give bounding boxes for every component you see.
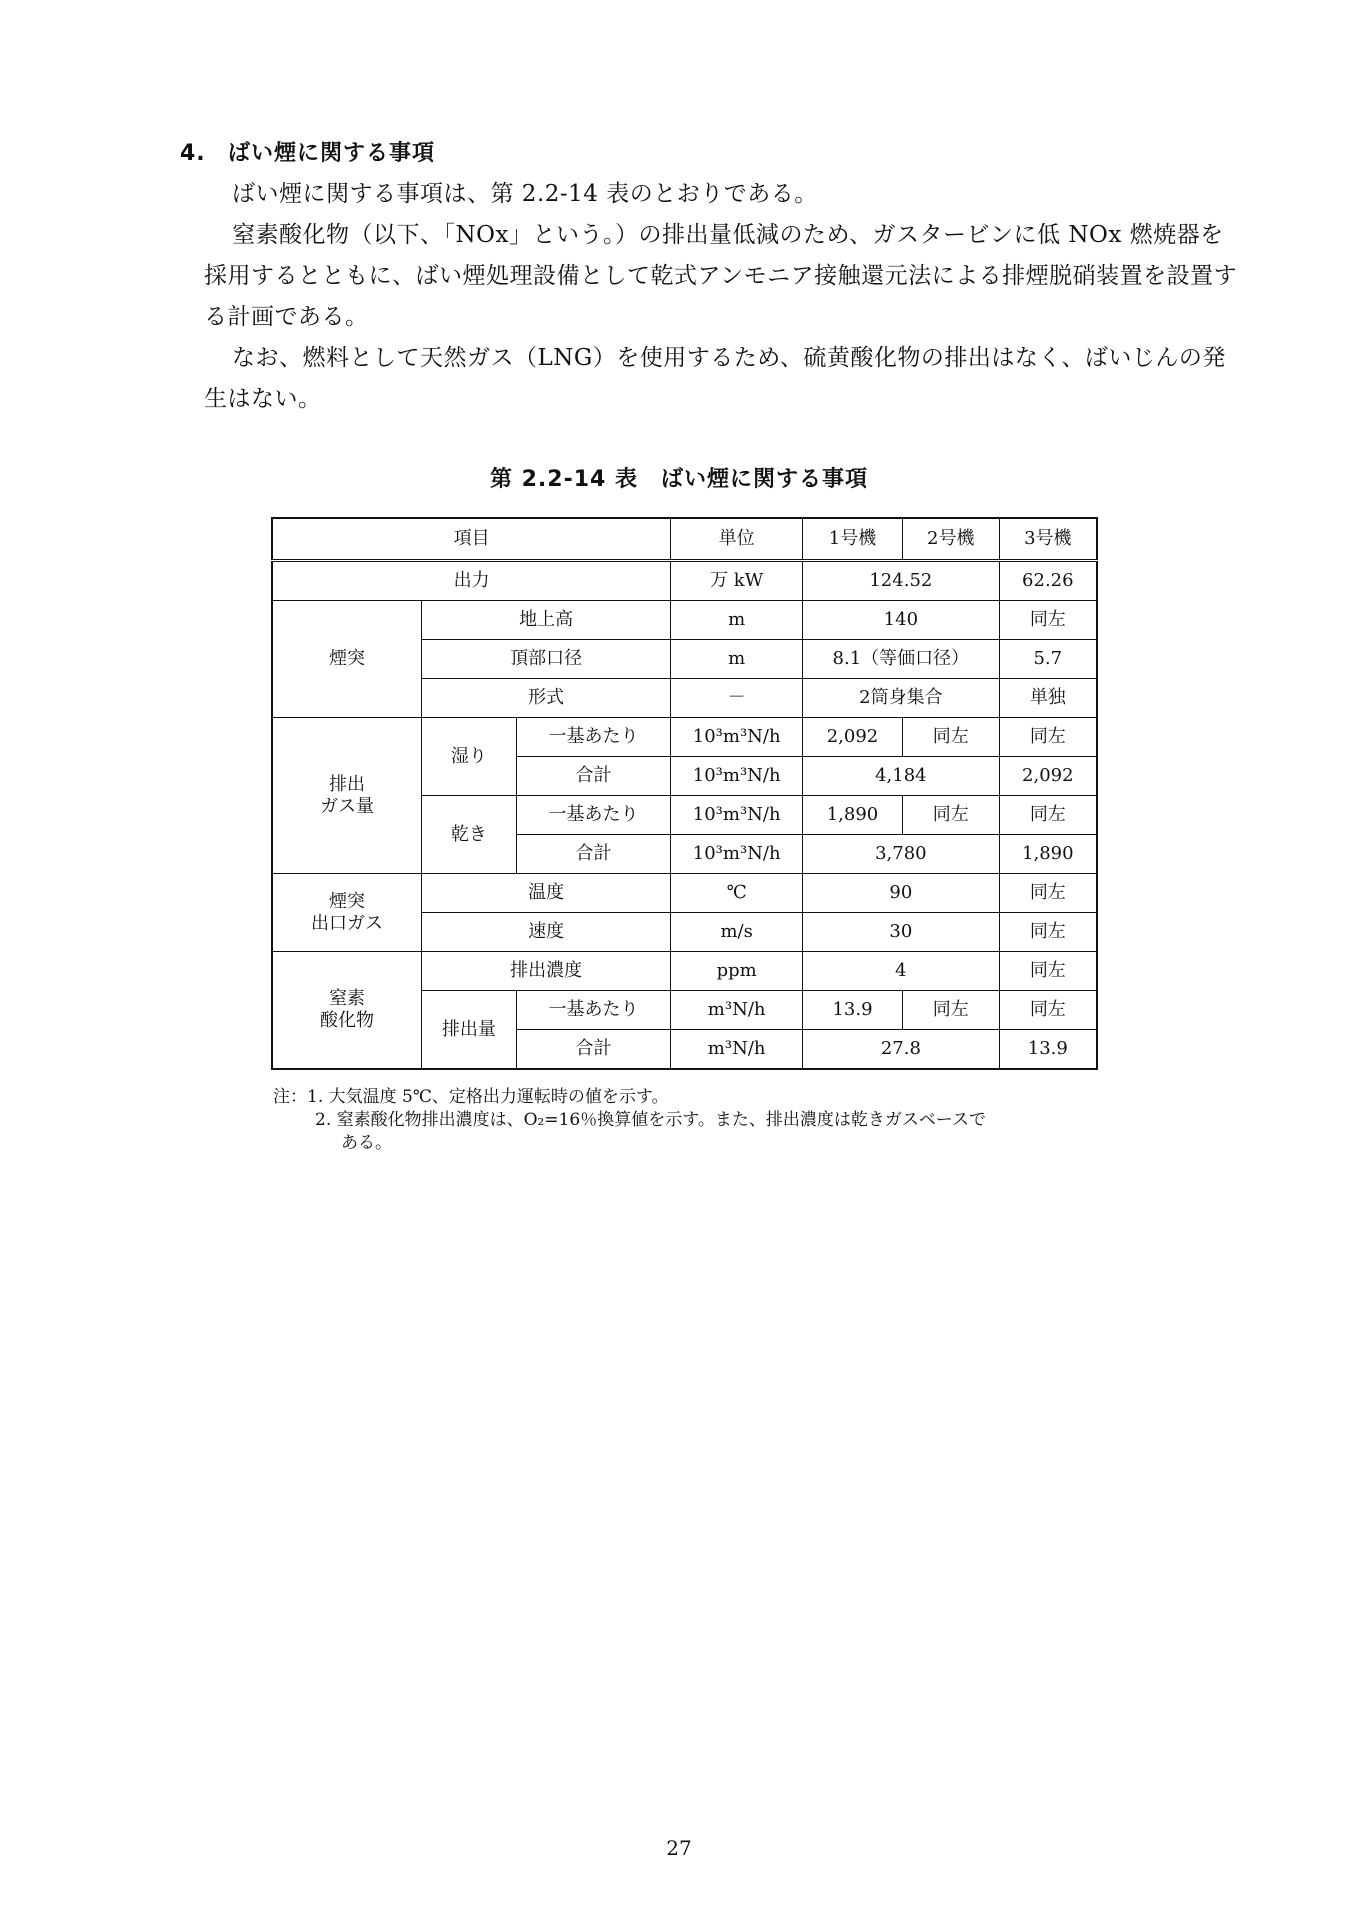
table-row: 合計 10³m³N/h 3,780 1,890 [272,835,1097,874]
table-row: 排出 ガス量 湿り 一基あたり 10³m³N/h 2,092 同左 同左 [272,718,1097,757]
table-row: 煙突 地上高 m 140 同左 [272,601,1097,640]
header-item: 項目 [272,518,671,561]
table-row: 窒素 酸化物 排出濃度 ppm 4 同左 [272,952,1097,991]
outlet-label: 煙突 出口ガス [272,874,422,952]
table-row: 煙突 出口ガス 温度 ℃ 90 同左 [272,874,1097,913]
table-caption: 第 2.2-14 表 ばい煙に関する事項 [489,467,869,492]
note-2: 2. 窒素酸化物排出濃度は、O₂=16％換算値を示す。また、排出濃度は乾きガスベースで [315,1110,987,1130]
table-row: 頂部口径 m 8.1（等価口径） 5.7 [272,640,1097,679]
note-1: 注：1. 大気温度 5℃、定格出力運転時の値を示す。 [273,1087,669,1107]
table-row: 形式 － 2筒身集合 単独 [272,679,1097,718]
table-row: 合計 10³m³N/h 4,184 2,092 [272,757,1097,796]
table-notes [273,1086,986,1155]
section-heading [180,136,435,167]
table-row: 合計 m³N/h 27.8 13.9 [272,1030,1097,1070]
header-unit3: 3号機 [999,518,1097,561]
exhaust-label: 排出 ガス量 [272,718,422,874]
table-header-row [272,518,1097,561]
page-number: 27 [666,1836,692,1860]
header-unit: 単位 [671,518,803,561]
section-number: 4. [180,141,206,166]
table-row: 速度 m/s 30 同左 [272,913,1097,952]
table-row: 出力 万 kW 124.52 62.26 [272,561,1097,601]
emission-table [271,517,1098,1070]
paragraph-3: なお、燃料として天然ガス（LNG）を使用するため、硫黄酸化物の排出はなく、ばいじんの発生はない。 [204,345,1226,412]
paragraph-2: 窒素酸化物（以下、「NOx」という。）の排出量低減のため、ガスタービンに低 NOx 燃焼器を採用するとともに、ばい煙処理設備として乾式アンモニア接触還元法による排煙脱硝装置を設置する計画である。 [204,222,1238,330]
nox-label: 窒素 酸化物 [272,952,422,1070]
table-row: 排出量 一基あたり m³N/h 13.9 同左 同左 [272,991,1097,1030]
header-unit1: 1号機 [803,518,903,561]
note-2-continued: ある。 [341,1133,392,1153]
header-unit2: 2号機 [902,518,999,561]
section-title: ばい煙に関する事項 [228,141,436,166]
paragraph-1: ばい煙に関する事項は、第 2.2-14 表のとおりである。 [232,181,818,207]
table-row: 乾き 一基あたり 10³m³N/h 1,890 同左 同左 [272,796,1097,835]
